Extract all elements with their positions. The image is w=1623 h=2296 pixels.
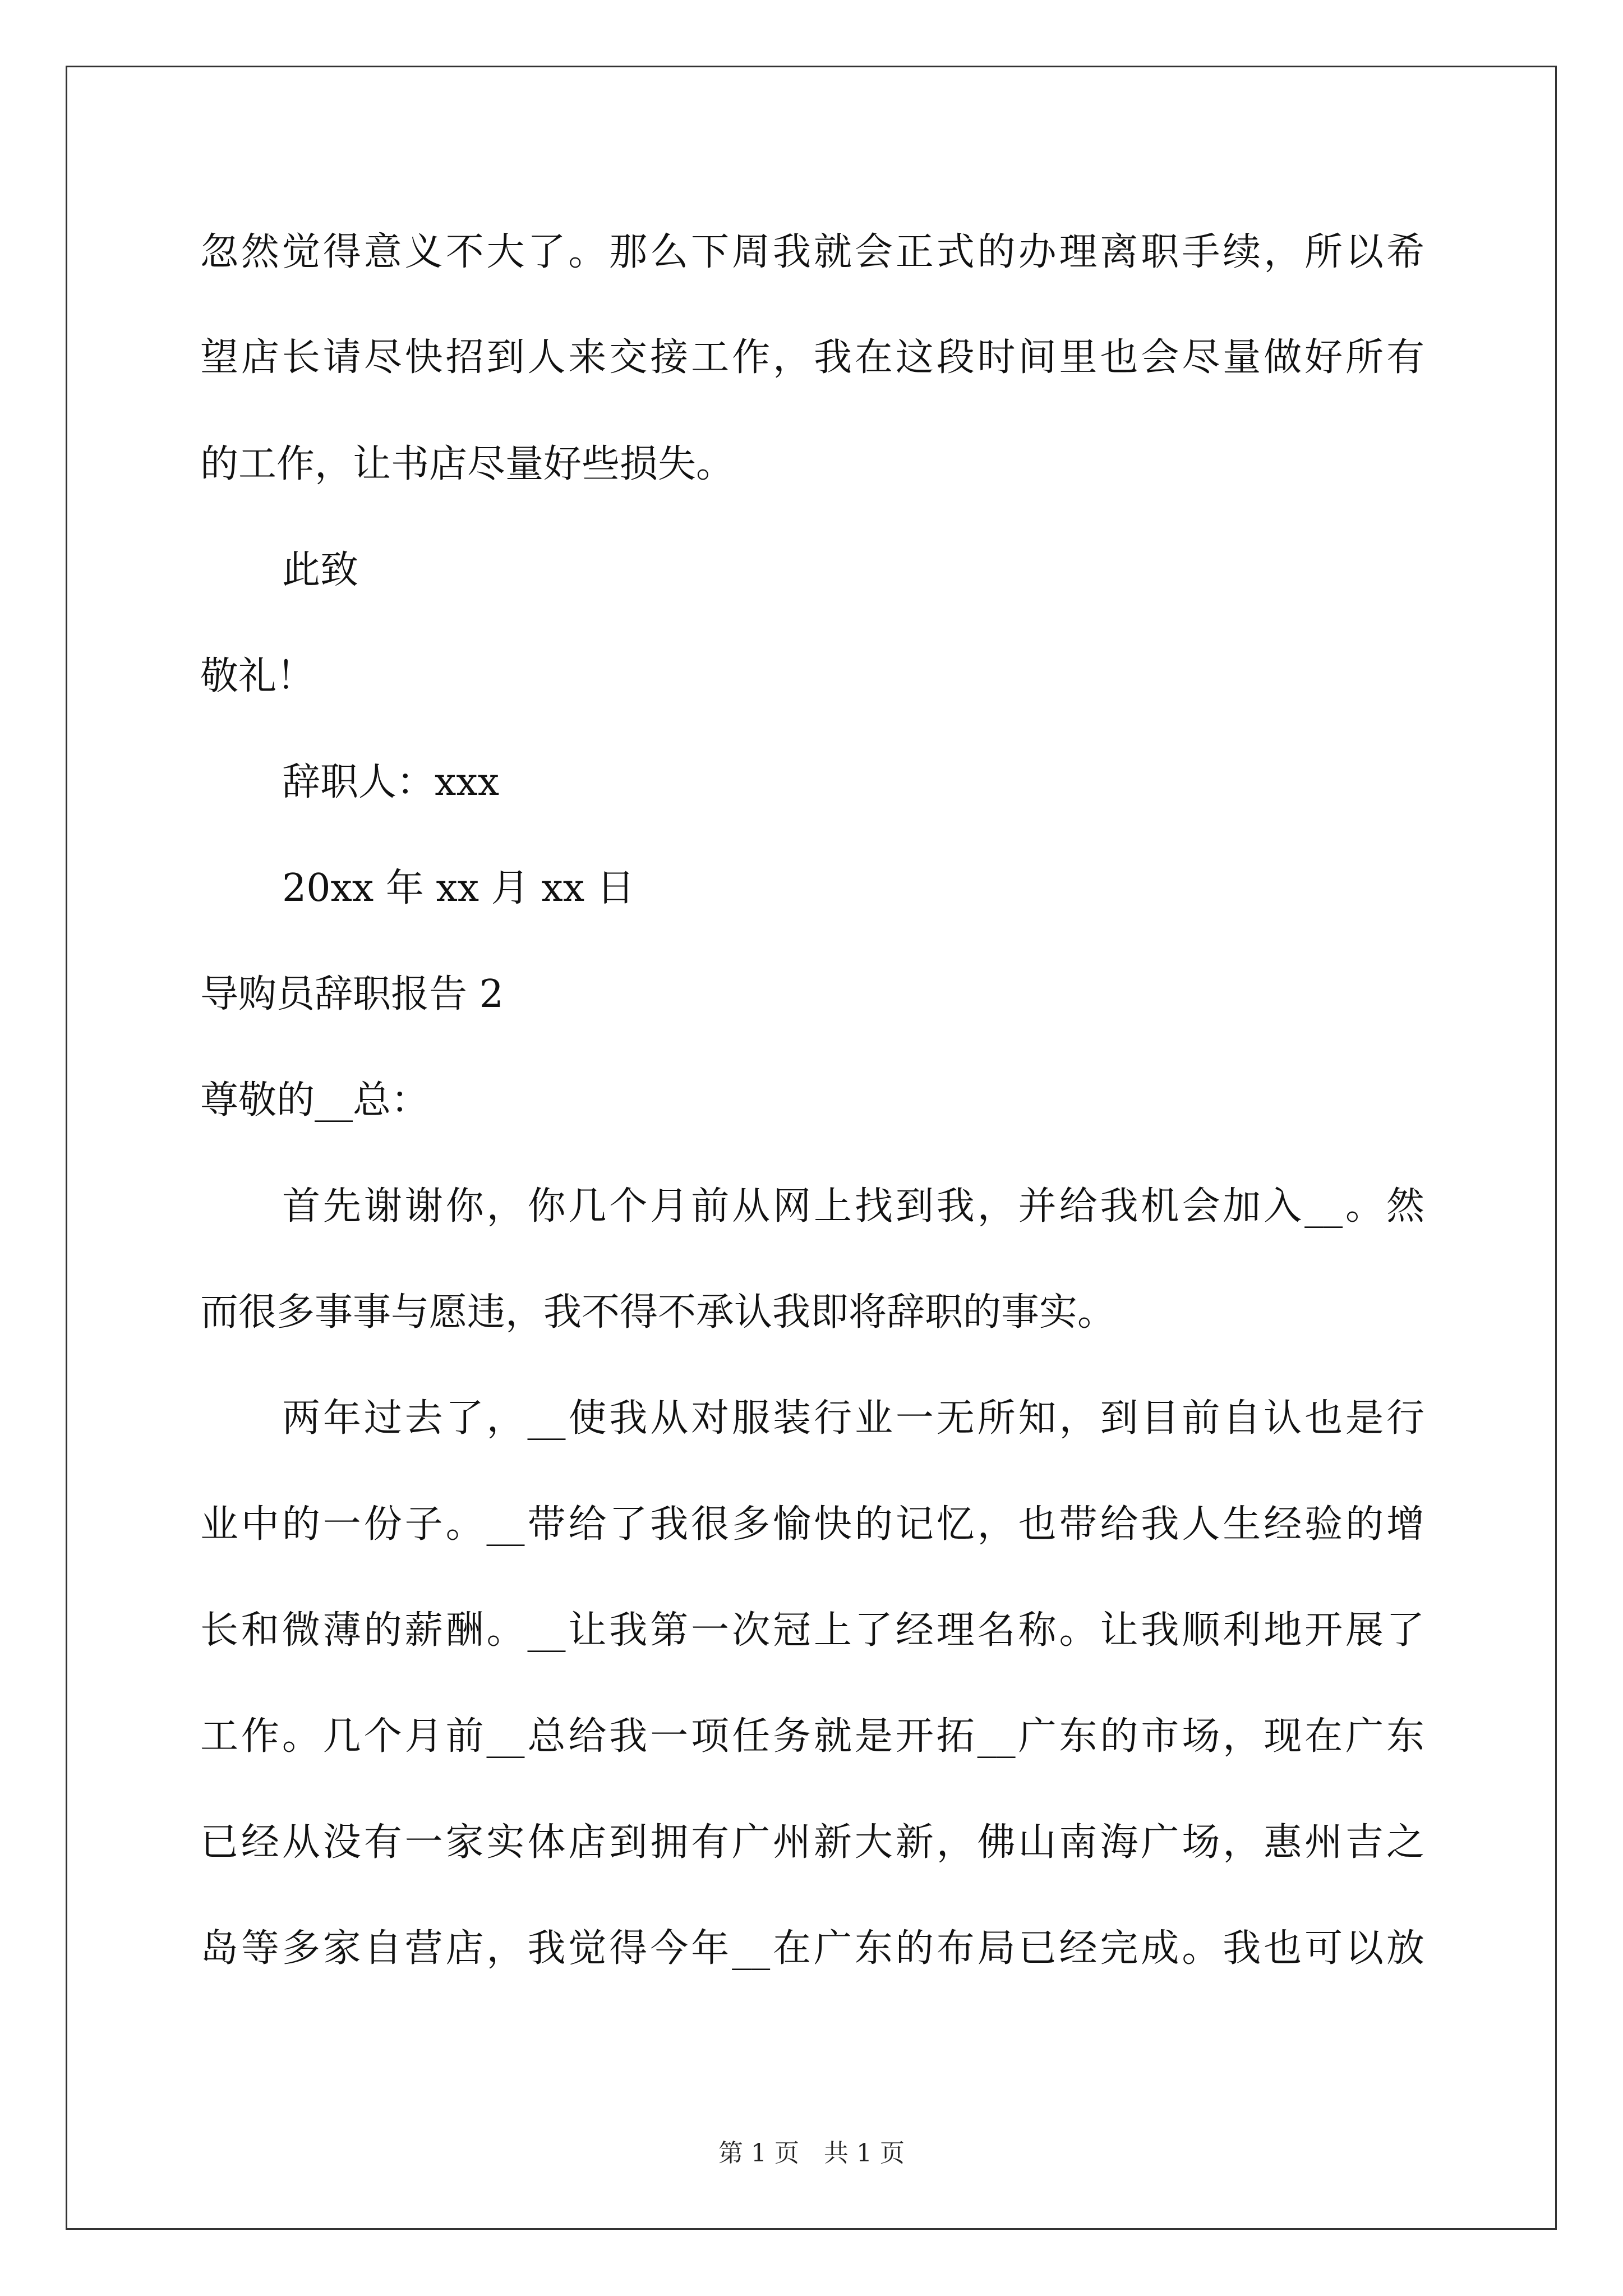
text-line-16: 已经从没有一家实体店到拥有广州新大新，佛山南海广场，惠州吉之 [200,1820,1424,1865]
text-line-1: 忽然觉得意义不大了。那么下周我就会正式的办理离职手续，所以希 [200,230,1424,274]
page-footer: 第 1 页 共 1 页 [718,2139,905,2168]
text-line-14: 长和微薄的薪酬。__让我第一次冠上了经理名称。让我顺利地开展了 [200,1608,1424,1653]
text-line-12: 两年过去了，__使我从对服装行业一无所知，到目前自认也是行 [282,1396,1424,1441]
closing-salutation: 此致 [282,548,359,592]
text-line-13: 业中的一份子。__带给了我很多愉快的记忆，也带给我人生经验的增 [200,1502,1424,1547]
text-line-3: 的工作，让书店尽量好些损失。 [200,442,735,486]
text-line-2: 望店长请尽快招到人来交接工作，我在这段时间里也会尽量做好所有 [200,335,1424,380]
text-line-17: 岛等多家自营店，我觉得今年__在广东的布局已经完成。我也可以放 [200,1926,1424,1971]
text-line-11: 而很多事事与愿违，我不得不承认我即将辞职的事实。 [200,1290,1116,1335]
text-line-15: 工作。几个月前__总给我一项任务就是开拓__广东的市场，现在广东 [200,1714,1424,1759]
page-border [66,66,1557,2230]
closing-regards: 敬礼！ [200,654,315,698]
date-line: 20xx 年 xx 月 xx 日 [282,866,635,910]
signature-line: 辞职人：xxx [282,760,500,804]
greeting-line: 尊敬的__总： [200,1078,430,1122]
text-line-10: 首先谢谢你，你几个月前从网上找到我，并给我机会加入__。然 [282,1184,1424,1228]
section-title: 导购员辞职报告 2 [200,972,504,1016]
